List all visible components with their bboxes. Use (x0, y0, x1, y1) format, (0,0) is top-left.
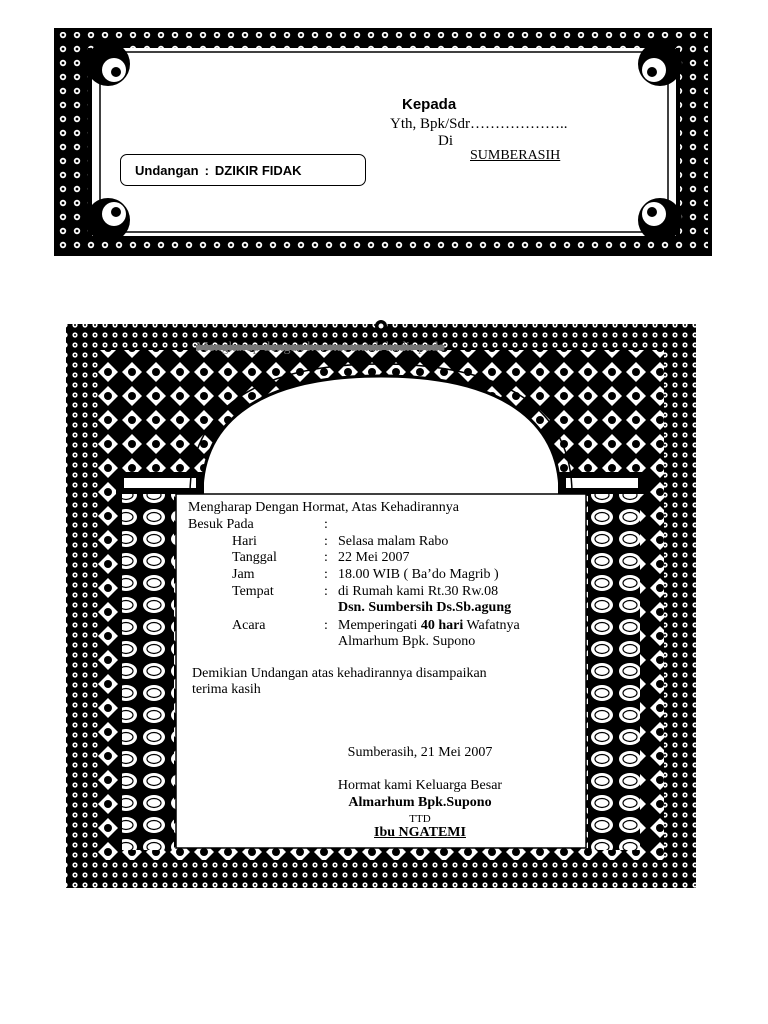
signed-mark: TTD (409, 813, 431, 825)
invitation-title: DZIKIR FIDAK (214, 162, 302, 178)
detail-key-tempat: Tempat (232, 584, 274, 599)
invitation-label: Undangan (135, 162, 199, 178)
detail-value-tempat-line2: Dsn. Sumbersih Ds.Sb.agung (338, 600, 512, 615)
regards-line: Hormat kami Keluarga Besar (337, 778, 503, 793)
detail-value-acara (338, 618, 520, 634)
closing-line-1: Demikian Undangan atas kehadirannya disampaikan (192, 666, 487, 681)
detail-colon-hari: : (324, 534, 328, 549)
detail-key-acara: Acara (232, 618, 266, 633)
detail-colon-jam: : (324, 567, 328, 582)
place-date: Sumberasih, 21 Mei 2007 (347, 745, 493, 760)
card-faded-header: Mengharap dengan hormat untuk hadir pada (196, 340, 445, 355)
detail-key-jam: Jam (232, 567, 255, 582)
acara-bold: 40 hari (420, 618, 464, 633)
recipient-line: Yth, Bpk/Sdr……………….. (390, 116, 568, 132)
besuk-colon: : (324, 517, 328, 532)
detail-value-jam: 18.00 WIB ( Ba’do Magrib ) (338, 567, 499, 582)
besuk-label: Besuk Pada (188, 517, 254, 532)
acara-post: Wafatnya (466, 618, 520, 633)
detail-colon-tempat: : (324, 584, 328, 599)
detail-value-hari: Selasa malam Rabo (338, 534, 449, 549)
family-name: Almarhum Bpk.Supono (348, 795, 492, 810)
recipient-heading: Kepada (402, 96, 457, 113)
signer-name: Ibu NGATEMI (374, 825, 466, 840)
detail-value-tempat: di Rumah kami Rt.30 Rw.08 (338, 584, 499, 599)
closing-line-2: terima kasih (192, 682, 261, 697)
detail-colon-tanggal: : (324, 550, 328, 565)
detail-colon-acara: : (324, 618, 328, 633)
detail-value-acara-line2: Almarhum Bpk. Supono (338, 634, 476, 649)
invitation-separator: : (204, 162, 209, 178)
letter-opening: Mengharap Dengan Hormat, Atas Kehadirannya (188, 500, 459, 515)
village-name: SUMBERASIH (470, 148, 561, 163)
detail-key-tanggal: Tanggal (232, 550, 277, 565)
detail-key-hari: Hari (232, 534, 257, 549)
acara-pre: Memperingati (338, 618, 418, 633)
besuk-row (188, 517, 328, 533)
at-label: Di (438, 133, 453, 149)
detail-value-tanggal: 22 Mei 2007 (338, 550, 410, 565)
